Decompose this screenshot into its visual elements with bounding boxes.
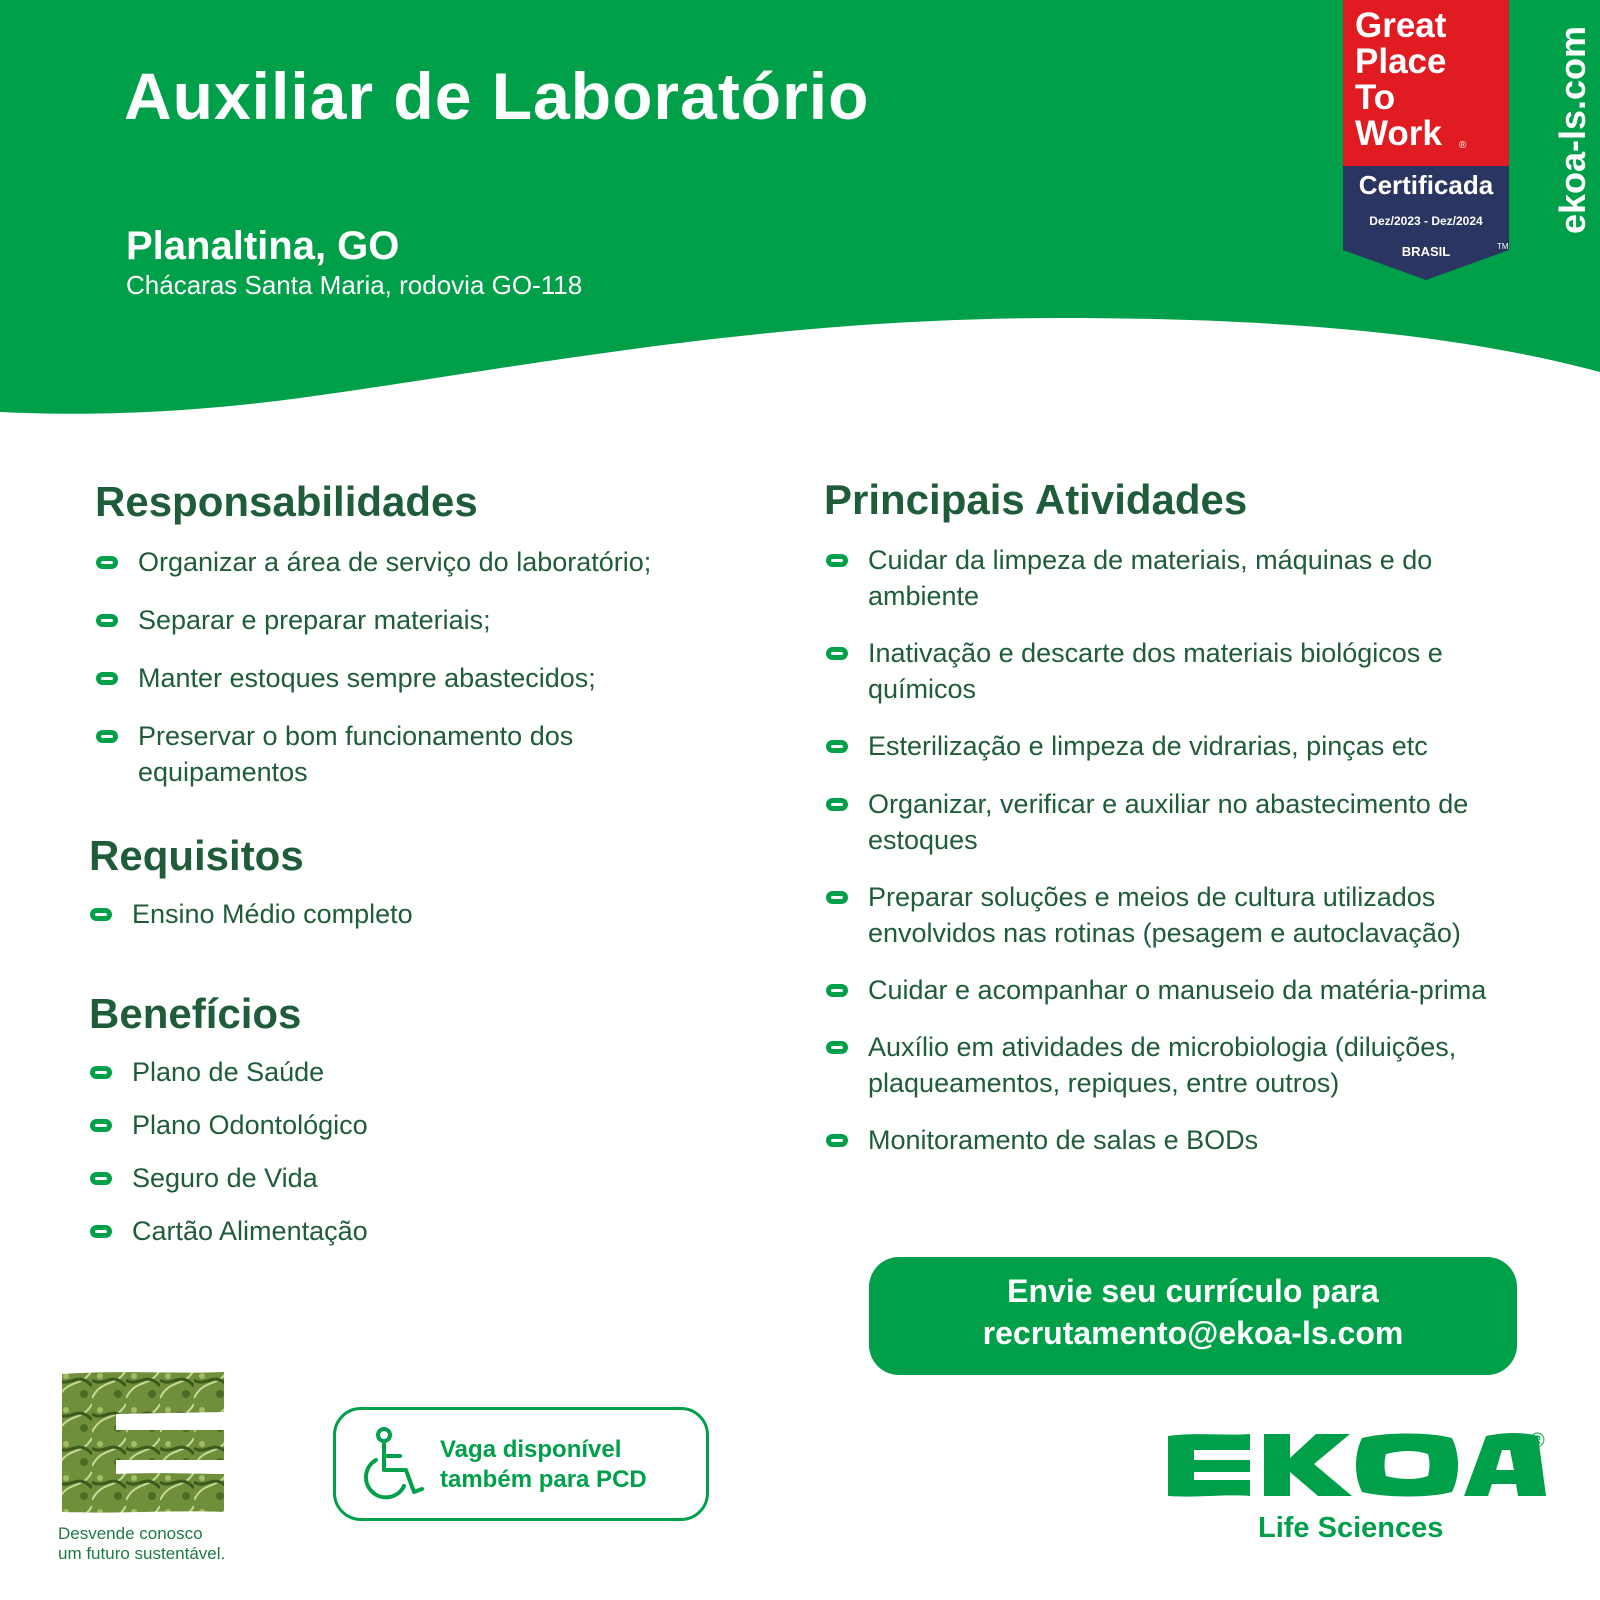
activity-item: Monitoramento de salas e BODs [868,1125,1259,1155]
responsibilities-title: Responsabilidades [95,478,478,525]
website-vertical: ekoa-ls.com [1552,25,1593,235]
bullet-icon [90,1066,112,1079]
responsibility-item: Preservar o bom funcionamento dos equipamentos [138,721,574,787]
tagline-line-1: Desvende conosco [58,1524,203,1543]
activity-item: Organizar, verificar e auxiliar no abastecimento de estoques [868,789,1469,855]
tagline-line-2: um futuro sustentável. [58,1544,226,1563]
benefit-item: Plano Odontológico [132,1110,368,1140]
activity-item: Cuidar da limpeza de materiais, máquinas e do ambiente [868,545,1433,611]
bullet-icon [96,730,118,743]
bullet-icon [826,891,848,904]
gptw-dates: Dez/2023 - Dez/2024 [1369,214,1483,228]
job-city: Planaltina, GO [126,224,400,268]
bullet-icon [826,740,848,753]
activity-item: Preparar soluções e meios de cultura utilizados envolvidos nas rotinas (pesagem e autoclavação) [868,882,1461,948]
benefit-item: Seguro de Vida [132,1163,318,1193]
activity-item: Cuidar e acompanhar o manuseio da matéria-prima [868,975,1487,1005]
activity-item: Auxílio em atividades de microbiologia (diluições, plaqueamentos, repiques, entre outros) [868,1032,1457,1098]
wheelchair-icon [360,1426,430,1506]
responsibility-item: Manter estoques sempre abastecidos; [138,663,596,693]
bullet-icon [96,614,118,627]
gptw-country: BRASIL [1401,244,1451,259]
bullet-icon [826,798,848,811]
bullet-icon [90,1225,112,1238]
pcd-line-1: Vaga disponível [440,1436,622,1463]
gptw-badge [1343,0,1509,280]
apply-email[interactable]: recrutamento@ekoa-ls.com [982,1315,1404,1351]
ekoa-registered-mark: ® [1530,1430,1545,1452]
bullet-icon [90,1172,112,1185]
apply-email-banner[interactable] [869,1257,1517,1375]
bullet-icon [826,1041,848,1054]
responsibility-item: Organizar a área de serviço do laboratório; [138,547,652,577]
responsibility-item: Separar e preparar materiais; [138,605,491,635]
gptw-line-1: Great [1355,6,1447,45]
benefit-item: Plano de Saúde [132,1057,325,1087]
activities-title: Principais Atividades [824,476,1248,523]
bullet-icon [826,647,848,660]
gptw-line-2: Place [1355,42,1447,81]
job-address: Chácaras Santa Maria, rodovia GO-118 [126,270,583,300]
benefit-item: Cartão Alimentação [132,1216,368,1246]
pcd-line-2: também para PCD [440,1466,647,1493]
gptw-line-3: To [1355,78,1396,117]
bullet-icon [826,1134,848,1147]
bullet-icon [90,1119,112,1132]
requirement-item: Ensino Médio completo [132,899,413,929]
apply-line: Envie seu currículo para [1007,1273,1379,1309]
gptw-line-4: Work [1355,114,1442,153]
activity-item: Esterilização e limpeza de vidrarias, pinças etc [868,731,1428,761]
pcd-notice [333,1407,709,1521]
ekoa-e-logo [58,1368,228,1516]
bullet-icon [826,554,848,567]
ekoa-wordmark [1166,1430,1546,1500]
job-title: Auxiliar de Laboratório [124,59,870,133]
gptw-registered-mark: ® [1459,140,1467,151]
benefits-title: Benefícios [89,990,302,1037]
bullet-icon [826,984,848,997]
bullet-icon [96,672,118,685]
bullet-icon [96,556,118,569]
bullet-icon [90,908,112,921]
gptw-trademark: TM [1497,242,1509,251]
gptw-certified: Certificada [1358,170,1494,200]
activity-item: Inativação e descarte dos materiais biológicos e químicos [868,638,1443,704]
ekoa-subtitle: Life Sciences [1258,1512,1444,1544]
requirements-title: Requisitos [89,832,304,879]
